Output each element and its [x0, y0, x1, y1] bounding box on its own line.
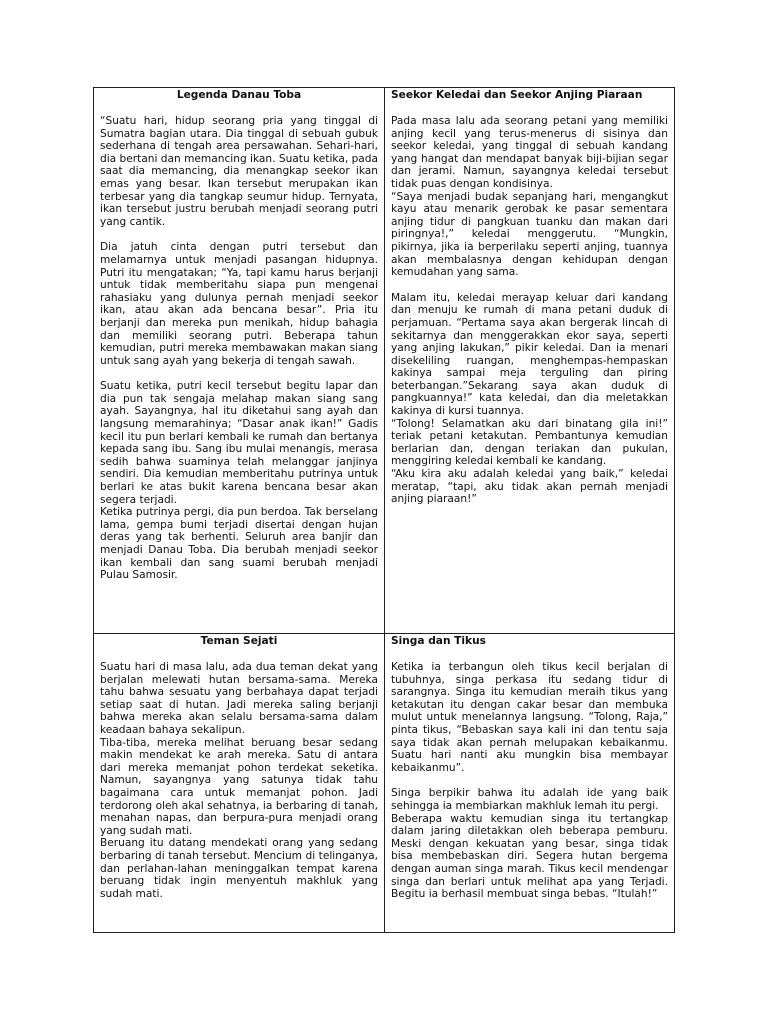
- story-paragraph: Ketika ia terbangun oleh tikus kecil berjalan di tubuhnya, singa perkasa itu sedang tidur di sarangnya. Singa itu kemudian meraih tikus yang ketakutan itu dengan cakar besar dan membuka mulut untuk menelannya langsung. “Tolong, Raja,” pinta tikus, “Bebaskan saya kali ini dan tentu saja saya tidak akan pernah melupakan kebaikanmu. Suatu hari nanti aku mungkin bisa membayar kebaikanmu”.: [391, 661, 668, 774]
- story-paragraph: Beruang itu datang mendekati orang yang sedang berbaring di tanah tersebut. Mencium di telinganya, dan perlahan-lahan meninggalkan tempat karena beruang tidak ingin menyentuh makhluk yang sudah mati.: [100, 837, 378, 900]
- story-paragraph: Malam itu, keledai merayap keluar dari kandang dan menuju ke rumah di mana petani duduk di perjamuan. “Pertama saya akan bergerak lincah di sekitarnya dan menggerakkan ekor saya, seperti yang anjing lakukan,” pikir keledai. Dan ia menari disekeliling ruangan, menghempas-hempaskan kakinya sampai meja terguling dan piring beterbangan.”Sekarang saya akan duduk di pangkuannya!” kata keledai, dan dia meletakkan kakinya di kursi tuannya.: [391, 291, 668, 418]
- story-title: Legenda Danau Toba: [176, 89, 302, 101]
- story-paragraph: Beberapa waktu kemudian singa itu tertangkap dalam jaring diletakkan oleh beberapa pemburu. Meski dengan kekuatan yang besar, singa tidak bisa membebaskan diri. Segera hutan bergema dengan auman singa marah. Tikus kecil mendengar singa dan berlari untuk melihat apa yang Terjadi. Begitu ia berhasil membuat singa bebas. “Itulah!”: [391, 812, 668, 901]
- story-paragraph: “Tolong! Selamatkan aku dari binatang gila ini!” teriak petani ketakutan. Pembantunya kemudian berlarian dan, dengan teriakan dan pukulan, menggiring keledai kembali ke kandang.: [391, 417, 668, 468]
- story-paragraph: “Saya menjadi budak sepanjang hari, mengangkut kayu atau menarik gerobak ke pasar sementara anjing tidur di pangkuan tuanku dan makan dari piringnya!,” keledai menggerutu. “Mungkin, pikirnya, jika ia berperilaku seperti anjing, tuannya akan membalasnya dengan kehidupan dengan kemudahan yang sama.: [391, 190, 668, 279]
- story-title: Seekor Keledai dan Seekor Anjing Piaraan: [391, 89, 643, 101]
- story-cell-singa-tikus: [385, 634, 674, 932]
- stories-table: [93, 87, 675, 933]
- story-cell-keledai-anjing: [385, 88, 674, 634]
- story-paragraph: Ketika putrinya pergi, dia pun berdoa. Tak berselang lama, gempa bumi terjadi disertai dengan hujan deras yang tak berhenti. Seluruh area banjir dan menjadi Danau Toba. Dia berubah menjadi seekor ikan kembali dan sang suami berubah menjadi Pulau Samosir.: [100, 506, 378, 582]
- story-paragraph: “Aku kira aku adalah keledai yang baik,” keledai meratap, “tapi, aku tidak akan pernah menjadi anjing piaraan!”: [391, 468, 668, 506]
- story-paragraph: Tiba-tiba, mereka melihat beruang besar sedang makin mendekat ke arah mereka. Satu di antara dari mereka memanjat pohon terdekat seketika. Namun, sayangnya yang satunya tidak tahu bagaimana cara untuk memanjat pohon. Jadi terdorong oleh akal sehatnya, ia berbaring di tanah, menahan napas, dan berpura-pura menjadi orang yang sudah mati.: [100, 736, 378, 837]
- story-paragraph: Singa berpikir bahwa itu adalah ide yang baik sehingga ia membiarkan makhluk lemah itu pergi.: [391, 787, 668, 812]
- story-title: Teman Sejati: [200, 635, 278, 647]
- story-paragraph: Pada masa lalu ada seorang petani yang memiliki anjing kecil yang terus-menerus di sisinya dan seekor keledai, yang tinggal di sebuah kandang yang hangat dan mendapat banyak biji-bijian segar dan jerami. Namun, sayangnya keledai tersebut tidak puas dengan kondisinya.: [391, 115, 668, 190]
- story-paragraph: Suatu ketika, putri kecil tersebut begitu lapar dan dia pun tak sengaja melahap makan siang sang ayah. Sayangnya, hal itu diketahui sang ayah dan langsung memarahinya; “Dasar anak ikan!” Gadis kecil itu pun berlari kembali ke rumah dan bertanya kepada sang ibu. Sang ibu mulai menangis, merasa sedih bahwa suaminya telah melanggar janjinya sendiri. Dia kemudian memberitahu putrinya untuk berlari ke atas bukit karena bencana besar akan segera terjadi.: [100, 380, 378, 506]
- story-paragraph: Suatu hari di masa lalu, ada dua teman dekat yang berjalan melewati hutan bersama-sama. Mereka tahu bahwa sesuatu yang berbahaya dapat terjadi setiap saat di hutan. Jadi mereka saling berjanji bahwa mereka akan selalu bersama-sama dalam keadaan bahaya sekalipun.: [100, 661, 378, 736]
- story-title: Singa dan Tikus: [391, 635, 486, 647]
- story-paragraph: Dia jatuh cinta dengan putri tersebut dan melamarnya untuk menjadi pasangan hidupnya. Putri itu mengatakan; “Ya, tapi kamu harus berjanji untuk tidak memberitahu siapa pun mengenai rahasiaku yang dulunya pernah menjadi seekor ikan, atau akan ada bencana besar”. Pria itu berjanji dan mereka pun menikah, hidup bahagia dan memiliki seorang putri. Beberapa tahun kemudian, putri mereka membawakan makan siang untuk sang ayah yang bekerja di tengah sawah.: [100, 241, 378, 367]
- story-cell-danau-toba: [94, 88, 385, 634]
- story-cell-teman-sejati: [94, 634, 385, 932]
- story-paragraph: “Suatu hari, hidup seorang pria yang tinggal di Sumatra bagian utara. Dia tinggal di sebuah gubuk sederhana di tengah area persawahan. Sehari-hari, dia bertani dan memancing ikan. Suatu ketika, pada saat dia memancing, dia menangkap seekor ikan emas yang besar. Ikan tersebut merupakan ikan terbesar yang dia tangkap seumur hidup. Ternyata, ikan tersebut justru berubah menjadi seorang putri yang cantik.: [100, 115, 379, 228]
